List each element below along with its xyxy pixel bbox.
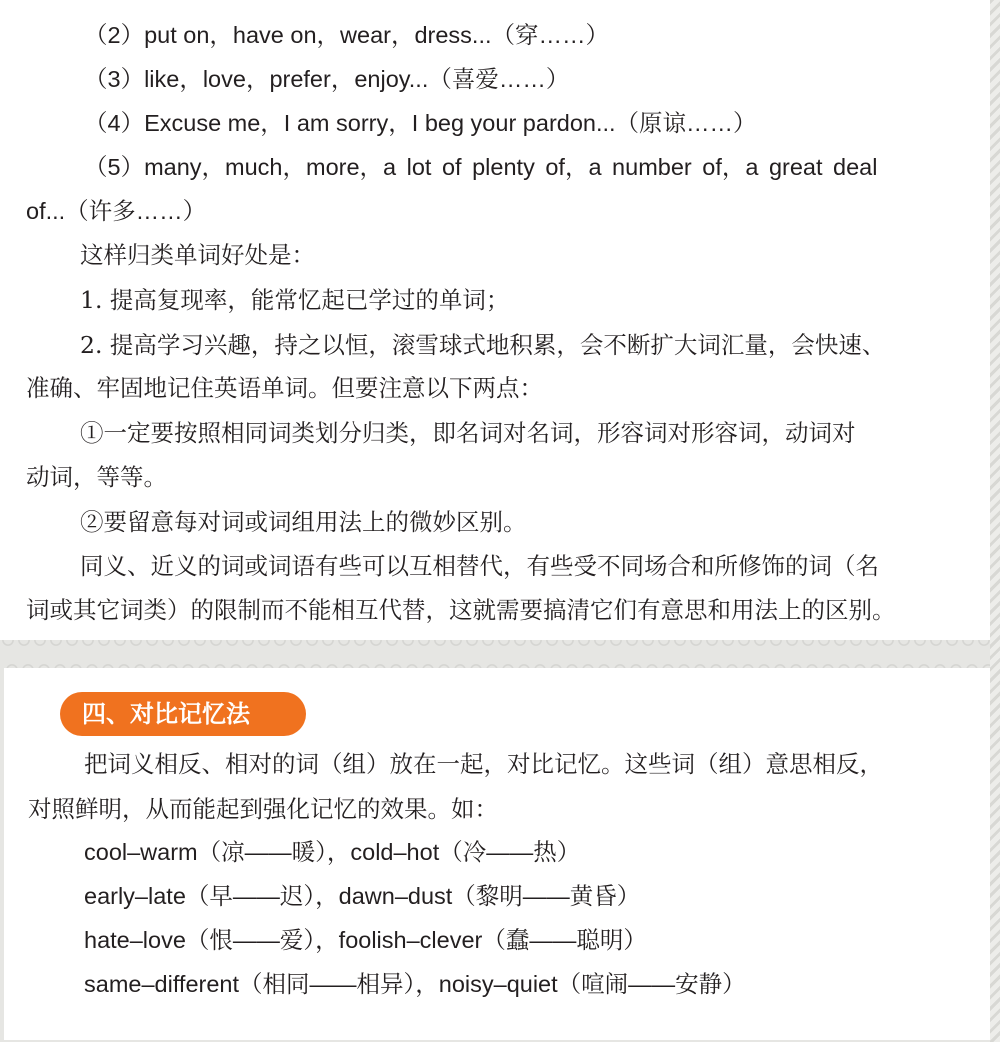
note-1: ①一定要按照相同词类划分归类，即名词对名词，形容词对形容词，动词对: [80, 419, 856, 447]
benefits-intro: 这样归类单词好处是：: [80, 241, 315, 269]
note-2: ②要留意每对词或词组用法上的微妙区别。: [80, 508, 527, 536]
example-line-1: cool–warm（凉——暖），cold–hot（冷——热）: [84, 839, 581, 865]
synonym-paragraph: 同义、近义的词或词语有些可以互相替代，有些受不同场合和所修饰的词（名: [80, 552, 879, 580]
synonym-group-3: （3）like，love，prefer，enjoy...（喜爱……）: [84, 66, 570, 92]
benefit-2-cont: 准确、牢固地记住英语单词。但要注意以下两点：: [26, 374, 543, 402]
example-line-3: hate–love（恨——爱），foolish–clever（蠢——聪明）: [84, 927, 647, 953]
contrast-paragraph: 把词义相反、相对的词（组）放在一起，对比记忆。这些词（组）意思相反，: [84, 750, 883, 778]
synonym-group-5-cont: of...（许多……）: [26, 198, 207, 224]
section-heading: 四、对比记忆法: [60, 692, 306, 736]
example-line-4: same–different（相同——相异），noisy–quiet（喧闹——安静）: [84, 971, 746, 997]
synonym-group-5: （5）many，much，more，a lot of plenty of，a number of，a great deal: [84, 154, 878, 180]
note-1-cont: 动词，等等。: [26, 463, 167, 491]
benefit-2: 2. 提高学习兴趣，持之以恒，滚雪球式地积累，会不断扩大词汇量，会快速、: [80, 331, 886, 359]
scallop-border-top: [0, 640, 990, 652]
synonym-group-4: （4）Excuse me，I am sorry，I beg your pardon...（原谅……）: [84, 110, 757, 136]
contrast-paragraph-cont: 对照鲜明，从而能起到强化记忆的效果。如：: [28, 795, 498, 823]
benefit-1: 1. 提高复现率，能常忆起已学过的单词；: [80, 286, 510, 314]
synonym-paragraph-cont: 词或其它词类）的限制而不能相互代替，这就需要搞清它们有意思和用法上的区别。: [26, 596, 896, 624]
synonym-group-2: （2）put on，have on，wear，dress...（穿……）: [84, 22, 610, 48]
decorative-edge: [990, 0, 1000, 1042]
example-line-2: early–late（早——迟），dawn–dust（黎明——黄昏）: [84, 883, 641, 909]
